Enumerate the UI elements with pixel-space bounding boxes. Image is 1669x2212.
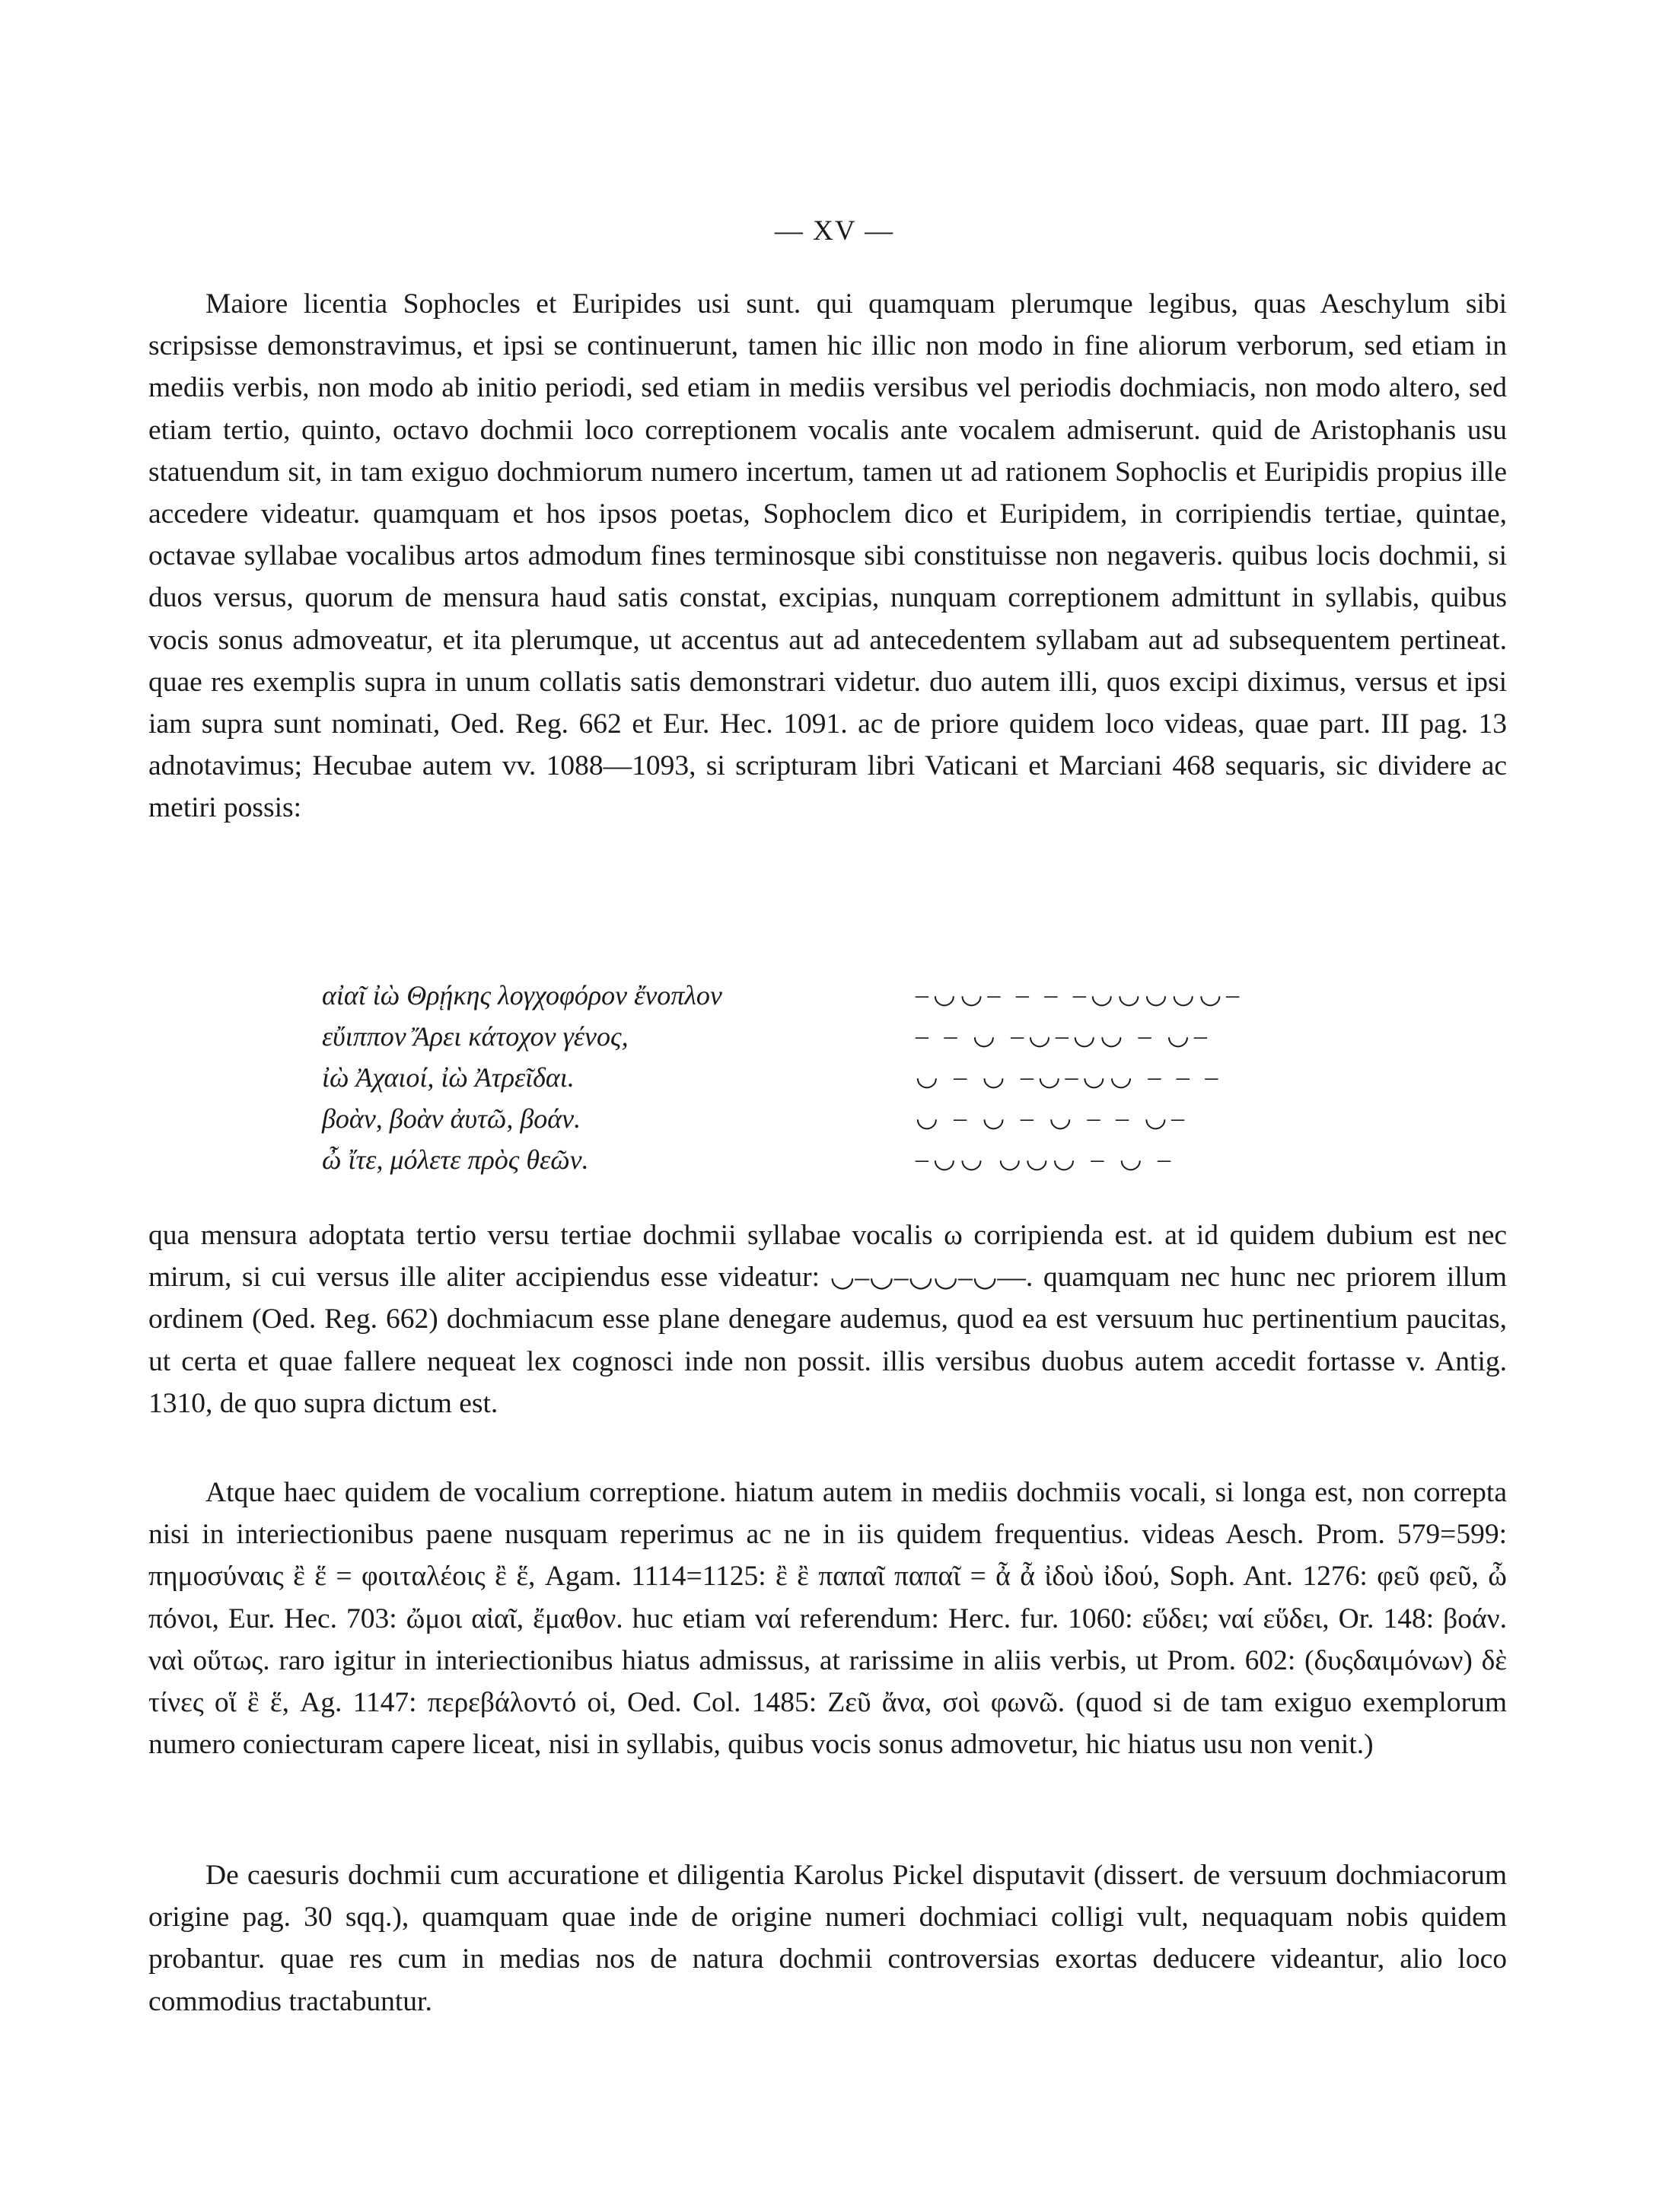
verse-greek: ὦ ἴτε, μόλετε πρὸς θεῶν. <box>322 1144 589 1175</box>
verse-greek: εὔιππον Ἄρει κάτοχον γένος, <box>322 1021 629 1052</box>
verse-line <box>322 1057 1464 1098</box>
paragraph-2 <box>148 1214 1507 1424</box>
verse-line <box>322 1016 1464 1057</box>
metrical-scheme: – – ◡ –◡–◡◡ – ◡– <box>916 1022 1212 1050</box>
paragraph-1-text: Maiore licentia Sophocles et Euripides usi sunt. qui quamquam plerumque legibus, quas Aeschylum sibi scripsisse demonstravimus, et ipsi se continuerunt, tamen hic illic non modo in fine aliorum verborum, sed etiam in mediis verbis, non modo ab initio periodi, sed etiam in mediis versibus vel periodis dochmiacis, non modo altero, sed etiam tertio, quinto, octavo dochmii loco correptionem vocalis ante vocalem admiserunt. quid de Aristophanis usu statuendum sit, in tam exiguo dochmiorum numero incertum, tamen ut ad rationem Sophoclis et Euripidis propius ille accedere videatur. quamquam et hos ipsos poetas, Sophoclem dico et Euripidem, in corripiendis tertiae, quintae, octavae syllabae vocalibus artos admodum fines terminosque sibi constituisse non negaveris. quibus locis dochmii, si duos versus, quorum de mensura haud satis constat, excipias, nunquam correptionem admittunt in syllabis, quibus vocis sonus admoveatur, et ita plerumque, ut accentus aut ad antecedentem syllabam aut ad subsequentem pertineat. quae res exemplis supra in unum collatis satis demonstrari videtur. duo autem illi, quos excipi diximus, versus et ipsi iam supra sunt nominati, Oed. Reg. 662 et Eur. Hec. 1091. ac de priore quidem loco videas, quae part. III pag. 13 adnotavimus; Hecubae autem vv. 1088—1093, si scripturam libri Vaticani et Marciani 468 sequaris, sic dividere ac metiri possis: <box>148 288 1507 824</box>
verse-line <box>322 1139 1464 1180</box>
paragraph-3 <box>148 1472 1507 1765</box>
verse-greek: αἰαῖ ἰὼ Θρῄκης λογχοφόρον ἔνοπλον <box>322 980 722 1011</box>
verse-line <box>322 975 1464 1016</box>
paragraph-4-text: De caesuris dochmii cum accuratione et diligentia Karolus Pickel disputavit (dissert. de versuum dochmiacorum origine pag. 30 sqq.), quamquam quae inde de origine numeri dochmiaci colligi vult, nequaquam nobis quidem probantur. quae res cum in medias nos de natura dochmii controversias exortas deducere videantur, alio loco commodius tractabuntur. <box>148 1860 1507 2017</box>
metrical-scheme: –◡◡ ◡◡◡ – ◡ – <box>916 1145 1176 1173</box>
metrical-scheme: ◡ – ◡ – ◡ – – ◡– <box>916 1104 1190 1132</box>
page-number: — XV — <box>774 215 895 247</box>
paragraph-2-text: qua mensura adoptata tertio versu tertiae dochmii syllabae vocalis ω corripienda est. at id quidem dubium est nec mirum, si cui versus ille aliter accipiendus esse videatur: ◡–◡–◡◡–◡––. quamquam nec hunc nec priorem illum ordinem (Oed. Reg. 662) dochmiacum esse plane denegare audemus, quod ea est versuum huc pertinentium paucitas, ut certa et quae fallere nequeat lex cognosci inde non possit. illis versibus duobus autem accedit fortasse v. Antig. 1310, de quo supra dictum est. <box>148 1220 1507 1419</box>
metrical-scheme: ◡ – ◡ –◡–◡◡ – – – <box>916 1063 1223 1091</box>
paragraph-3-text: Atque haec quidem de vocalium correptione. hiatum autem in mediis dochmiis vocali, si longa est, non correpta nisi in interiectionibus paene nusquam reperimus ac ne in iis quidem frequentius. videas Aesch. Prom. 579=599: πημοσύναις ἒ ἕ = φοιταλέοις ἒ ἕ, Agam. 1114=1125: ἒ ἒ παπαῖ παπαῖ = ἆ ἆ ἰδοὺ ἰδού, Soph. Ant. 1276: φεῦ φεῦ, ὦ πόνοι, Eur. Hec. 703: ὤμοι αἰαῖ, ἔμαθον. huc etiam ναί referendum: Herc. fur. 1060: εὕδει; ναί εὕδει, Or. 148: βοάν. ναὶ οὕτως. raro igitur in interiectionibus hiatus admissus, at rarissime in aliis verbis, ut Prom. 602: (δυςδαιμόνων) δὲ τίνες οἵ ἒ ἕ, Ag. 1147: περεβάλοντό οἱ, Oed. Col. 1485: Ζεῦ ἄνα, σοὶ φωνῶ. (quod si de tam exiguo exemplorum numero coniecturam capere liceat, nisi in syllabis, quibus vocis sonus admovetur, hic hiatus usu non venit.) <box>148 1477 1507 1761</box>
paragraph-4 <box>148 1854 1507 2023</box>
metrical-scheme: –◡◡– – – –◡◡◡◡◡– <box>916 981 1244 1009</box>
paragraph-1 <box>148 283 1507 829</box>
verse-greek: βοὰν, βοὰν ἀυτῶ, βοάν. <box>322 1103 581 1134</box>
verse-quotation <box>322 975 1464 1180</box>
verse-greek: ἰὼ Ἀχαιοί, ἰὼ Ἀτρεῖδαι. <box>322 1062 575 1093</box>
verse-line <box>322 1098 1464 1139</box>
